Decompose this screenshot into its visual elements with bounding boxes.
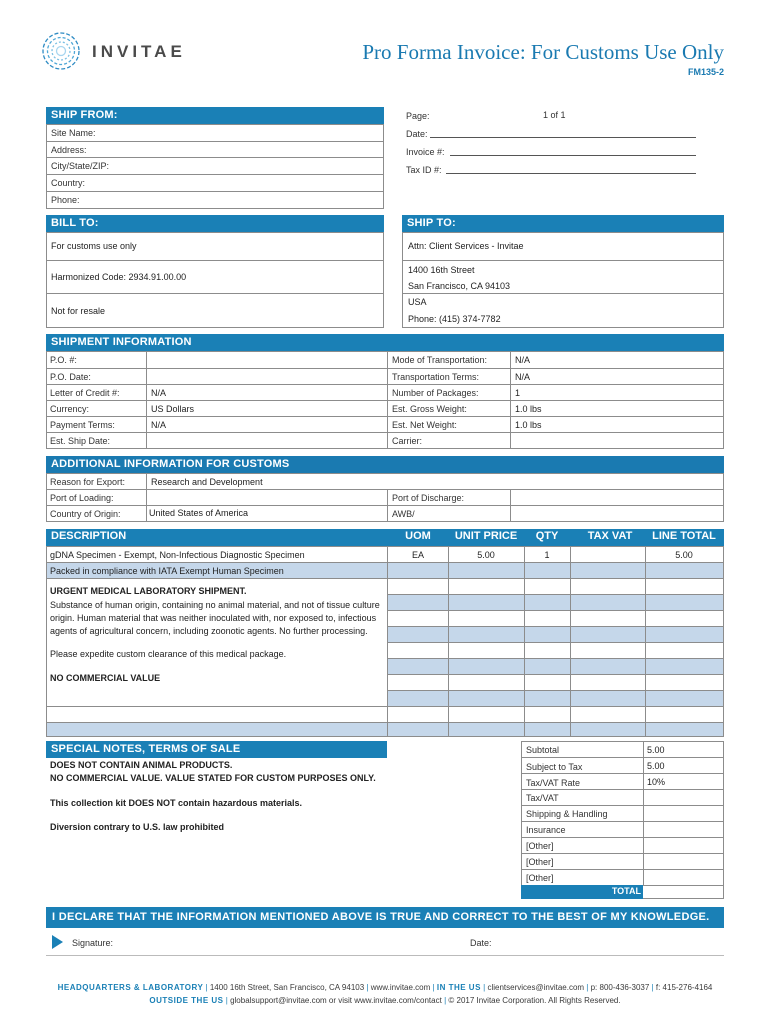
bill-to-heading: BILL TO: (46, 215, 384, 232)
gross-weight-label: Est. Gross Weight: (392, 404, 467, 414)
bill-to-harmonized: Harmonized Code: 2934.91.00.00 (51, 272, 187, 282)
item-packed-note: Packed in compliance with IATA Exempt Human Specimen (50, 566, 284, 576)
ship-from-address: Address: (51, 145, 87, 155)
urgent-line2: origin. Human material that was neither inoculated with, nor exposed to, infectious (50, 613, 377, 623)
subject-tax-value[interactable]: 5.00 (647, 761, 665, 771)
invoice-field[interactable] (450, 155, 696, 156)
notes-line2: NO COMMERCIAL VALUE. VALUE STATED FOR CUSTOM PURPOSES ONLY. (50, 773, 376, 783)
taxid-field[interactable] (446, 173, 696, 174)
net-weight-value[interactable]: 1.0 lbs (515, 420, 542, 430)
item-line-total[interactable]: 5.00 (675, 550, 693, 560)
logo-text: INVITAE (92, 42, 186, 61)
page-title: Pro Forma Invoice: For Customs Use Only (362, 40, 724, 64)
tax-rate-label: Tax/VAT Rate (526, 778, 581, 788)
additional-heading: ADDITIONAL INFORMATION FOR CUSTOMS (46, 456, 724, 473)
reason-export-value[interactable]: Research and Development (151, 477, 263, 487)
no-commercial-value: NO COMMERCIAL VALUE (50, 673, 161, 683)
notes-line3: This collection kit DOES NOT contain hazardous materials. (50, 798, 303, 808)
other2-label: [Other] (526, 857, 554, 867)
footer-outside-contact[interactable]: globalsupport@invitae.com or visit www.invitae.com/contact (230, 996, 442, 1005)
footer-outside-label: OUTSIDE THE US (149, 996, 224, 1005)
transport-terms-value[interactable]: N/A (515, 372, 531, 382)
footer-hq-address: 1400 16th Street, San Francisco, CA 94103 (209, 983, 365, 992)
shipment-heading: SHIPMENT INFORMATION (46, 334, 724, 351)
declaration-text: I DECLARE THAT THE INFORMATION MENTIONED ABOVE IS TRUE AND CORRECT TO THE BEST OF MY KNOWLEDGE. (52, 911, 710, 923)
ship-to-attn: Attn: Client Services - Invitae (408, 241, 524, 251)
ship-to-country: USA (408, 297, 427, 307)
country-origin-value[interactable]: United States of America (149, 508, 249, 518)
port-discharge-label: Port of Discharge: (392, 493, 465, 503)
signature-label: Signature: (72, 938, 114, 948)
payment-terms-label: Payment Terms: (50, 420, 115, 430)
notes-heading: SPECIAL NOTES, TERMS OF SALE (46, 741, 387, 758)
ship-to-heading: SHIP TO: (402, 215, 724, 232)
subtotal-value[interactable]: 5.00 (647, 745, 665, 755)
gross-weight-value[interactable]: 1.0 lbs (515, 404, 542, 414)
other1-label: [Other] (526, 841, 554, 851)
item-description[interactable]: gDNA Specimen - Exempt, Non-Infectious Diagnostic Specimen (50, 550, 305, 560)
date-field[interactable] (430, 137, 696, 138)
notes-line4: Diversion contrary to U.S. law prohibited (50, 822, 225, 832)
tax-rate-value[interactable]: 10% (647, 777, 666, 787)
payment-terms-value[interactable]: N/A (151, 420, 167, 430)
shipping-label: Shipping & Handling (526, 809, 608, 819)
ship-to-city: San Francisco, CA 94103 (408, 281, 511, 291)
signature-arrow-icon (52, 935, 63, 949)
packages-label: Number of Packages: (392, 388, 479, 398)
bill-to-line3: Not for resale (51, 306, 106, 316)
col-tax-vat: TAX VAT (587, 530, 633, 542)
urgent-title: URGENT MEDICAL LABORATORY SHIPMENT. (50, 586, 247, 596)
letter-credit-label: Letter of Credit #: (50, 388, 120, 398)
ship-date-label: Est. Ship Date: (50, 436, 111, 446)
bill-to-line1: For customs use only (51, 241, 137, 251)
urgent-line3: agents of agricultural concern, including zoonotic agents. No further processing. (50, 626, 368, 636)
col-qty: QTY (535, 530, 559, 542)
col-description: DESCRIPTION (51, 530, 127, 542)
item-uom[interactable]: EA (411, 550, 424, 560)
page-label: Page: (406, 111, 430, 121)
invoice-label: Invoice #: (406, 147, 445, 157)
ship-from-country: Country: (51, 178, 86, 188)
ship-from-city: City/State/ZIP: (51, 161, 110, 171)
currency-label: Currency: (50, 404, 90, 414)
col-line-total: LINE TOTAL (652, 530, 716, 542)
urgent-line1: Substance of human origin, containing no animal material, and not of tissue culture (50, 600, 380, 610)
transport-terms-label: Transportation Terms: (392, 372, 480, 382)
subtotal-label: Subtotal (526, 745, 560, 755)
other3-label: [Other] (526, 873, 554, 883)
footer-in-us-label: IN THE US (436, 983, 481, 992)
item-unit-price[interactable]: 5.00 (477, 550, 495, 560)
form-code: FM135-2 (687, 67, 724, 77)
awb-label: AWB/ (392, 509, 415, 519)
carrier-label: Carrier: (392, 436, 423, 446)
net-weight-label: Est. Net Weight: (392, 420, 457, 430)
footer-hq-label: HEADQUARTERS & LABORATORY (57, 983, 204, 992)
transport-mode-value[interactable]: N/A (515, 355, 531, 365)
page-value: 1 of 1 (543, 110, 566, 120)
po-number-label: P.O. #: (50, 355, 77, 365)
ship-to-phone: Phone: (415) 374-7782 (408, 314, 501, 324)
ship-to-street: 1400 16th Street (408, 265, 475, 275)
footer-web-link[interactable]: www.invitae.com (370, 983, 431, 992)
declaration-date-label: Date: (470, 938, 492, 948)
footer-phone: p: 800-436-3037 (590, 983, 650, 992)
reason-export-label: Reason for Export: (50, 477, 126, 487)
total-label: TOTAL (611, 886, 641, 896)
col-uom: UOM (405, 530, 431, 542)
notes-line1: DOES NOT CONTAIN ANIMAL PRODUCTS. (50, 760, 233, 770)
ship-from-phone: Phone: (51, 195, 80, 205)
insurance-label: Insurance (526, 825, 566, 835)
packages-value[interactable]: 1 (515, 388, 521, 398)
date-label: Date: (406, 129, 428, 139)
subject-tax-label: Subject to Tax (526, 762, 583, 772)
tax-vat-label: Tax/VAT (526, 793, 559, 803)
ship-from-site-name: Site Name: (51, 128, 96, 138)
po-date-label: P.O. Date: (50, 372, 91, 382)
col-unit-price: UNIT PRICE (454, 530, 518, 542)
expedite-note: Please expedite custom clearance of this medical package. (50, 649, 287, 659)
transport-mode-label: Mode of Transportation: (392, 355, 488, 365)
letter-credit-value[interactable]: N/A (151, 388, 167, 398)
currency-value[interactable]: US Dollars (151, 404, 195, 414)
port-loading-label: Port of Loading: (50, 493, 114, 503)
invitae-logo-icon (40, 30, 82, 72)
footer-in-us-email[interactable]: clientservices@invitae.com (487, 983, 585, 992)
taxid-label: Tax ID #: (406, 165, 442, 175)
country-origin-label: Country of Origin: (50, 509, 121, 519)
item-qty[interactable]: 1 (544, 550, 550, 560)
footer-fax: f: 415-276-4164 (655, 983, 713, 992)
footer-copyright: © 2017 Invitae Corporation. All Rights Reserved. (448, 996, 621, 1005)
ship-from-heading: SHIP FROM: (46, 107, 384, 124)
